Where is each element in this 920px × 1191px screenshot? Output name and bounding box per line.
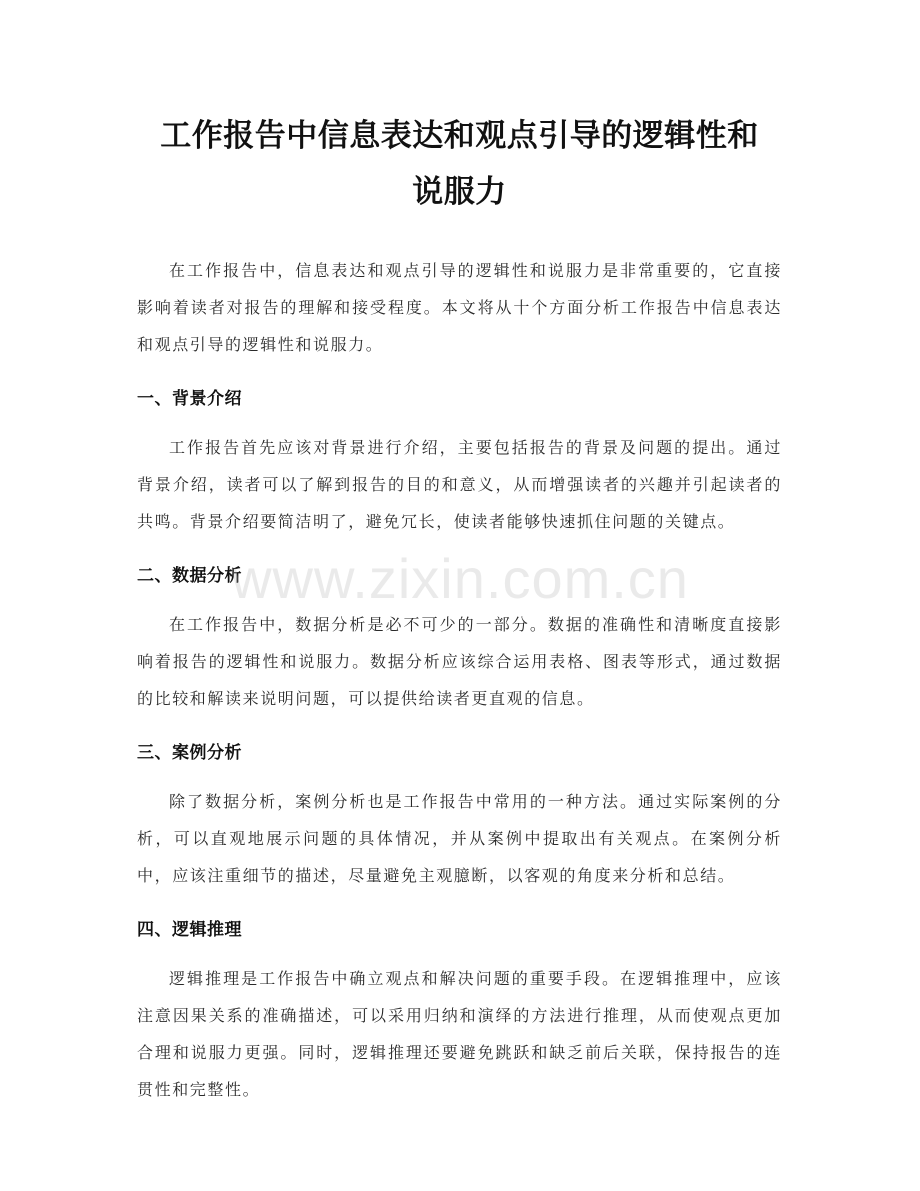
document-title (137, 108, 782, 220)
section-paragraph: 在工作报告中，数据分析是必不可少的一部分。数据的准确性和清晰度直接影响着报告的逻辑性和说服力。数据分析应该综合运用表格、图表等形式，通过数据的比较和解读来说明问题，可以提供给读者更直观的信息。 (137, 615, 782, 708)
section-paragraph: 工作报告首先应该对背景进行介绍，主要包括报告的背景及问题的提出。通过背景介绍，读者可以了解到报告的目的和意义，从而增强读者的兴趣并引起读者的共鸣。背景介绍要简洁明了，避免冗长，使读者能够快速抓住问题的关键点。 (137, 438, 782, 531)
intro-paragraph: 在工作报告中，信息表达和观点引导的逻辑性和说服力是非常重要的，它直接影响着读者对报告的理解和接受程度。本文将从十个方面分析工作报告中信息表达和观点引导的逻辑性和说服力。 (137, 261, 782, 354)
watermark-text: www.zixin.com.cn (231, 547, 689, 610)
section-3 (137, 738, 782, 894)
section-heading: 二、数据分析 (137, 566, 242, 586)
title-line-1: 工作报告中信息表达和观点引导的逻辑性和 (160, 118, 759, 154)
section-2 (137, 561, 782, 717)
section-paragraph: 逻辑推理是工作报告中确立观点和解决问题的重要手段。在逻辑推理中，应该注意因果关系的准确描述，可以采用归纳和演绎的方法进行推理，从而使观点更加合理和说服力更强。同时，逻辑推理还要避免跳跃和缺乏前后关联，保持报告的连贯性和完整性。 (137, 969, 782, 1099)
intro-section (137, 252, 782, 363)
section-1 (137, 384, 782, 540)
section-heading: 一、背景介绍 (137, 389, 242, 409)
section-heading: 三、案例分析 (137, 743, 242, 763)
section-heading: 四、逻辑推理 (137, 920, 242, 940)
section-4 (137, 915, 782, 1108)
section-paragraph: 除了数据分析，案例分析也是工作报告中常用的一种方法。通过实际案例的分析，可以直观地展示问题的具体情况，并从案例中提取出有关观点。在案例分析中，应该注重细节的描述，尽量避免主观臆断，以客观的角度来分析和总结。 (137, 792, 782, 885)
title-line-2: 说服力 (412, 174, 507, 210)
